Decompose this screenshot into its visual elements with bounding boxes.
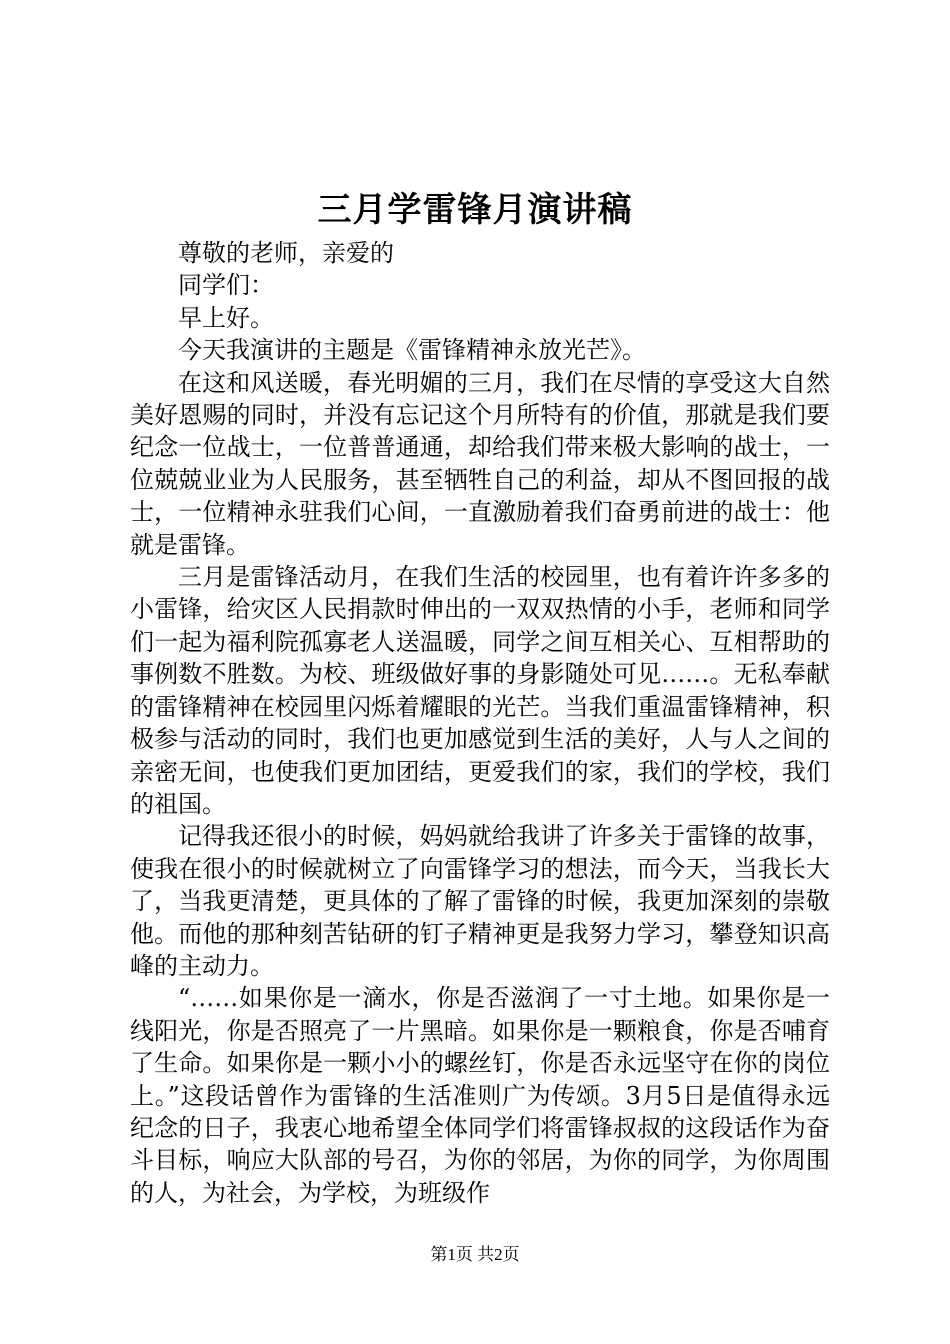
- paragraph-quote: “……如果你是一滴水，你是否滋润了一寸土地。如果你是一线阳光，你是否照亮了一片黑暗。如果你是一颗粮食，你是否哺育了生命。如果你是一颗小小的螺丝钉，你是否永远坚守在你的岗位上。”这段话曾作为雷锋的生活准则广为传颂。3月5日是值得永远纪念的日子，我衷心地希望全体同学们将雷锋叔叔的这段话作为奋斗目标，响应大队部的号召，为你的邻居，为你的同学，为你周围的人，为社会，为学校，为班级作: [130, 984, 830, 1207]
- paragraph-greeting-cont: 同学们：: [178, 271, 274, 300]
- page-number-footer: 第1页 共2页: [430, 1245, 520, 1264]
- paragraph-campus: 三月是雷锋活动月，在我们生活的校园里，也有着许许多多的小雷锋，给灾区人民捐款时伸出的一双双热情的小手，老师和同学们一起为福利院孤寡老人送温暖，同学之间互相关心、互相帮助的事例数不胜数。为校、班级做好事的身影随处可见……。无私奉献的雷锋精神在校园里闪烁着耀眼的光芒。当我们重温雷锋精神，积极参与活动的同时，我们也更加感觉到生活的美好，人与人之间的亲密无间，也使我们更加团结，更爱我们的家，我们的学校，我们的祖国。: [130, 563, 830, 818]
- paragraph-topic: 今天我演讲的主题是《雷锋精神永放光芒》。: [178, 336, 646, 365]
- paragraph-greeting: 尊敬的老师，亲爱的: [178, 239, 394, 267]
- paragraph-march: 在这和风送暖，春光明媚的三月，我们在尽情的享受这大自然美好恩赐的同时，并没有忘记这个月所特有的价值，那就是我们要纪念一位战士，一位普普通通，却给我们带来极大影响的战士，一位兢兢业业为人民服务，甚至牺牲自己的利益，却从不图回报的战士，一位精神永驻我们心间，一直激励着我们奋勇前进的战士：他就是雷锋。: [130, 368, 830, 559]
- paragraph-childhood: 记得我还很小的时候，妈妈就给我讲了许多关于雷锋的故事，使我在很小的时候就树立了向雷锋学习的想法，而今天，当我长大了，当我更清楚，更具体的了解了雷锋的时候，我更加深刻的崇敬他。而他的那种刻苦钻研的钉子精神更是我努力学习，攀登知识高峰的主动力。: [130, 822, 830, 980]
- document-body: [130, 237, 830, 1209]
- paragraph-good-morning: 早上好。: [178, 303, 274, 332]
- document-title: 三月学雷锋月演讲稿: [317, 190, 633, 230]
